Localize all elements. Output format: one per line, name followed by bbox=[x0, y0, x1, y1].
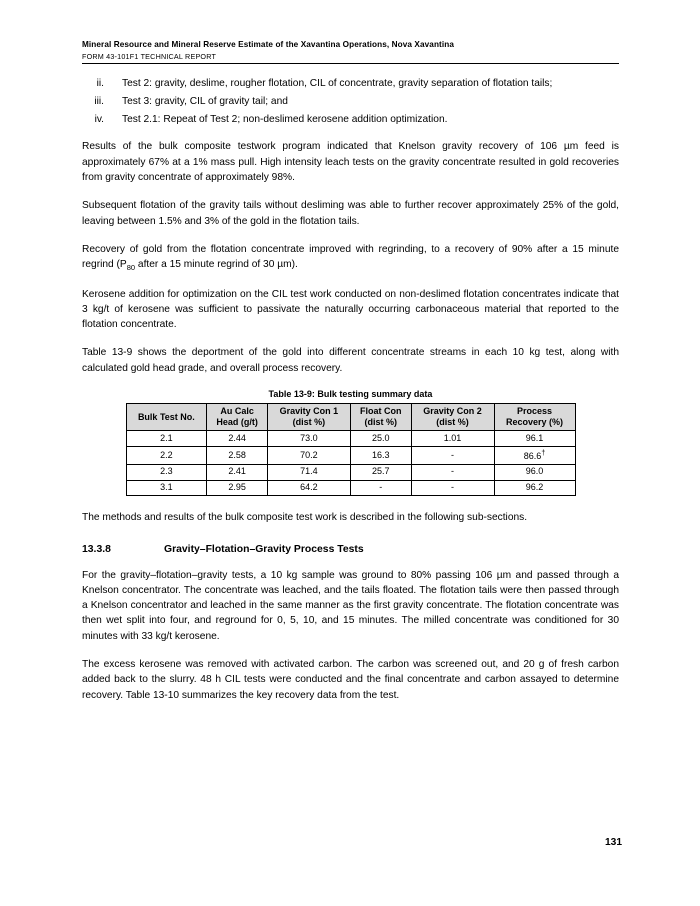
column-header-line: Gravity Con 1 bbox=[279, 405, 339, 416]
paragraph-regrind-subscript: 80 bbox=[126, 263, 136, 273]
cell-au-head: 2.41 bbox=[207, 464, 268, 480]
cell-process-recovery: 96.1 bbox=[494, 431, 575, 447]
page-number: 131 bbox=[605, 837, 622, 848]
paragraph-kerosene: Kerosene addition for optimization on the CIL test work conducted on non-deslimed flotation concentrates indicate that 3 kg/t of kerosene was sufficient to passivate the naturally occurring carbonaceous material that reported to the flotation concentrate. bbox=[82, 288, 619, 331]
paragraph-regrind-part2: after a 15 minute regrind of 30 µm). bbox=[135, 259, 298, 271]
page-header bbox=[82, 40, 619, 64]
paragraph-table-intro: Table 13-9 shows the deportment of the gold into different concentrate streams in each 10 kg test, along with calculated gold head grade, and overall process recovery. bbox=[82, 347, 619, 374]
paragraph-gravity-flotation: For the gravity–flotation–gravity tests, a 10 kg sample was ground to 80% passing 106 µm and passed through a Knelson concentrator. The concentrate was leached, and the tails floated. The flotation tails were then passed through a Knelson concentrator and leached in the same manner as the first gravity concentrate. The flotation concentrate was then wet split into four, and reground for 0, 5, 10, and 15 minutes. The milled concentrate was conditioned for 30 minutes with 33 kg/t kerosene. bbox=[82, 569, 619, 642]
cell-test-no: 2.1 bbox=[126, 431, 207, 447]
cell-process-recovery bbox=[494, 447, 575, 465]
footnote-marker: † bbox=[541, 449, 546, 457]
column-header-line: Float Con bbox=[359, 405, 402, 416]
column-header-line: (dist %) bbox=[364, 417, 397, 428]
cell-value: 86.6 bbox=[523, 450, 542, 461]
cell-au-head: 2.95 bbox=[207, 480, 268, 496]
cell-test-no: 3.1 bbox=[126, 480, 207, 496]
cell-float-con: 25.0 bbox=[350, 431, 411, 447]
list-item-text: Test 3: gravity, CIL of gravity tail; and bbox=[122, 95, 288, 107]
cell-float-con: - bbox=[350, 480, 411, 496]
paragraph-results: Results of the bulk composite testwork program indicated that Knelson gravity recovery of 106 µm feed is approximately 67% at a 1% mass pull. High intensity leach tests on the gravity concentrate resulted in gold recoveries from gravity concentrate of approximately 98%. bbox=[82, 141, 619, 184]
table-row bbox=[126, 431, 575, 447]
paragraph-regrind bbox=[82, 242, 619, 274]
column-header-line: Head (g/t) bbox=[216, 417, 258, 428]
cell-au-head: 2.58 bbox=[207, 447, 268, 465]
cell-gravity-con-2: 1.01 bbox=[411, 431, 494, 447]
page-content bbox=[82, 40, 619, 716]
cell-process-recovery: 96.0 bbox=[494, 464, 575, 480]
paragraph-flotation: Subsequent flotation of the gravity tails without desliming was able to further recover approximately 25% of the gold, leaving between 1.5% and 3% of the gold in the flotation tails. bbox=[82, 200, 619, 227]
cell-process-recovery: 96.2 bbox=[494, 480, 575, 496]
header-title: Mineral Resource and Mineral Reserve Estimate of the Xavantina Operations, Nova Xavantina bbox=[82, 40, 454, 49]
column-header-line: Au Calc bbox=[220, 405, 254, 416]
bulk-testing-summary-table bbox=[126, 403, 576, 496]
list-item-number: iii. bbox=[94, 95, 104, 107]
column-header-line: Gravity Con 2 bbox=[423, 405, 482, 416]
section-number: 13.3.8 bbox=[82, 543, 111, 555]
cell-float-con: 16.3 bbox=[350, 447, 411, 465]
paragraph-regrind-part1: Recovery of gold from the flotation concentrate improved with regrinding, to a recovery of 90% after a 15 minute regrind (P bbox=[82, 243, 619, 271]
table-header-row bbox=[126, 403, 575, 431]
list-item bbox=[82, 94, 619, 110]
header-subtitle: FORM 43-101F1 TECHNICAL REPORT bbox=[82, 52, 217, 61]
column-header-float-con bbox=[350, 403, 411, 431]
paragraph-kerosene-removal: The excess kerosene was removed with activated carbon. The carbon was screened out, and 20 g of fresh carbon added back to the slurry. 48 h CIL tests were conducted and the final concentrate and carbon assayed to determine recovery. Table 13-10 summarizes the key recovery data from the test. bbox=[82, 659, 619, 701]
section-heading bbox=[82, 544, 619, 555]
table-row bbox=[126, 447, 575, 465]
numbered-list bbox=[82, 76, 619, 127]
list-item-number: iv. bbox=[94, 113, 104, 125]
list-item-number: ii. bbox=[96, 78, 104, 89]
cell-gravity-con-1: 70.2 bbox=[267, 447, 350, 465]
column-header-process-recovery bbox=[494, 403, 575, 431]
table-caption: Table 13-9: Bulk testing summary data bbox=[268, 388, 433, 399]
column-header-line: Bulk Test No. bbox=[137, 411, 195, 422]
cell-float-con: 25.7 bbox=[350, 464, 411, 480]
cell-gravity-con-2: - bbox=[411, 464, 494, 480]
cell-gravity-con-1: 71.4 bbox=[267, 464, 350, 480]
cell-gravity-con-1: 73.0 bbox=[267, 431, 350, 447]
list-item-text: Test 2.1: Repeat of Test 2; non-deslimed kerosene addition optimization. bbox=[122, 113, 448, 125]
cell-gravity-con-2: - bbox=[411, 447, 494, 465]
column-header-line: (dist %) bbox=[436, 417, 469, 428]
cell-test-no: 2.3 bbox=[126, 464, 207, 480]
column-header-line: Process bbox=[516, 405, 553, 416]
table-row bbox=[126, 464, 575, 480]
paragraph-methods: The methods and results of the bulk composite test work is described in the following sub-sections. bbox=[82, 512, 528, 524]
table-row bbox=[126, 480, 575, 496]
list-item-text: Test 2: gravity, deslime, rougher flotation, CIL of concentrate, gravity separation of flotation tails; bbox=[122, 78, 553, 89]
list-item bbox=[82, 112, 619, 128]
column-header-line: (dist %) bbox=[292, 417, 326, 428]
list-item bbox=[82, 76, 619, 92]
column-header-bulk-test-no bbox=[126, 403, 207, 431]
cell-au-head: 2.44 bbox=[207, 431, 268, 447]
header-divider bbox=[82, 63, 619, 64]
column-header-gravity-con-1 bbox=[267, 403, 350, 431]
column-header-gravity-con-2 bbox=[411, 403, 494, 431]
cell-test-no: 2.2 bbox=[126, 447, 207, 465]
cell-gravity-con-2: - bbox=[411, 480, 494, 496]
column-header-line: Recovery (%) bbox=[505, 417, 564, 428]
cell-gravity-con-1: 64.2 bbox=[267, 480, 350, 496]
column-header-au-calc-head bbox=[207, 403, 268, 431]
section-title: Gravity–Flotation–Gravity Process Tests bbox=[164, 543, 364, 555]
